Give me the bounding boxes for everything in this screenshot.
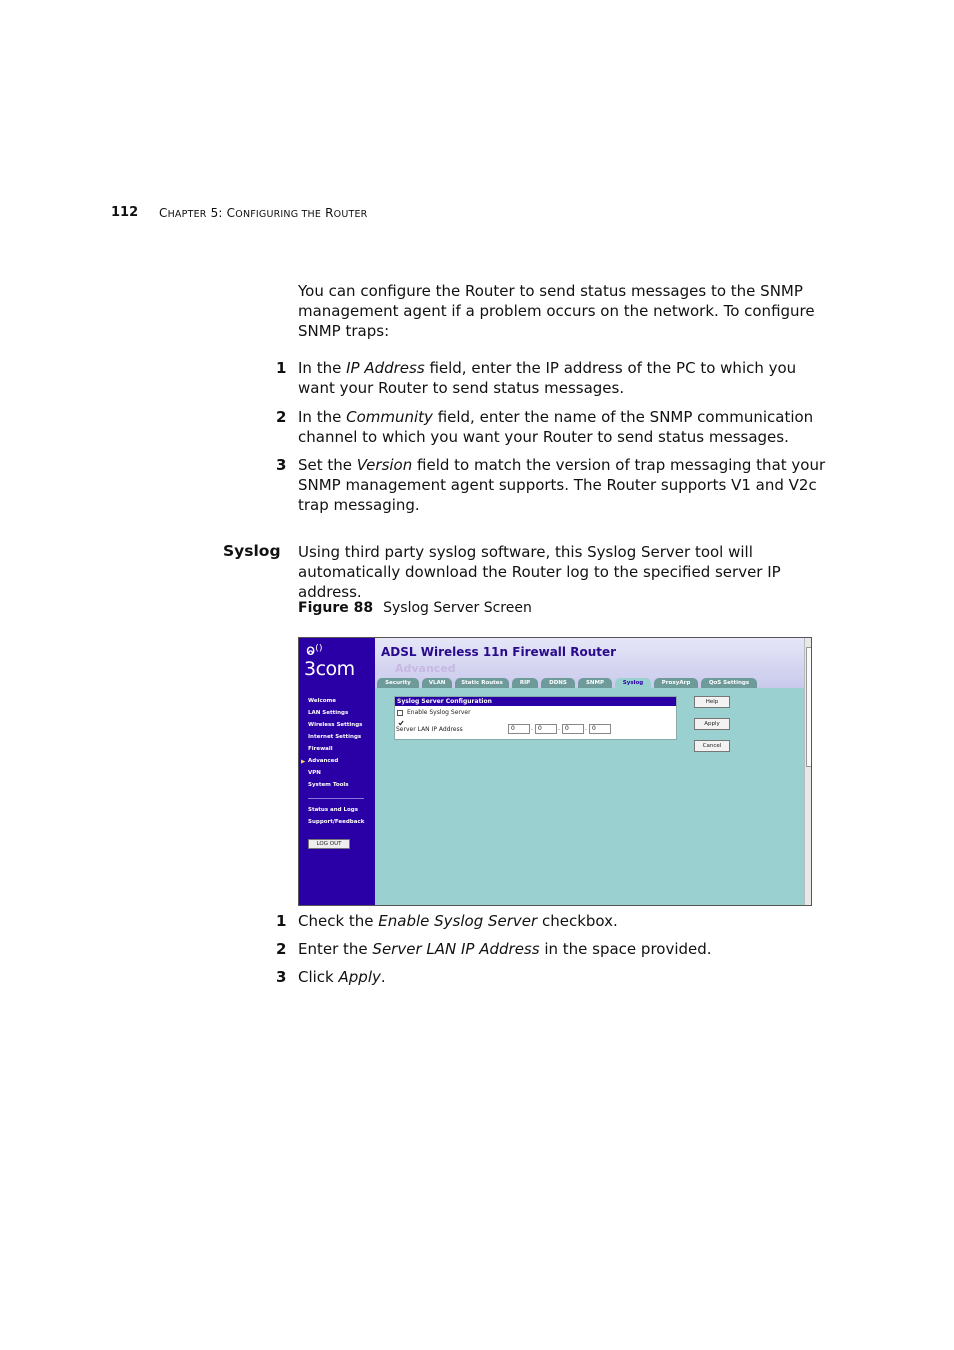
config-title: Syslog Server Configuration (395, 697, 676, 706)
syslog-step: Enter the Server LAN IP Address in the space provided. (298, 940, 712, 958)
chapter-header-r: R (321, 206, 334, 220)
figure-label: Figure 88 (298, 600, 374, 616)
sidebar-item-internet-settings[interactable]: Internet Settings (308, 734, 362, 740)
tab-security[interactable]: Security (377, 678, 419, 688)
ip-dot: . (558, 725, 560, 732)
chapter-header-c: C (159, 206, 168, 220)
snmp-step: Set the Version field to match the version of trap messaging that your SNMP management agent supports. The Router supports V1 and V2c trap messaging. (298, 456, 826, 514)
cancel-button[interactable]: Cancel (694, 740, 730, 752)
page-number: 112 (111, 205, 139, 220)
sidebar-item-advanced[interactable]: Advanced (308, 758, 339, 764)
syslog-paragraph: Using third party syslog software, this Syslog Server tool will automatically download the Router log to the specified server IP address. (298, 543, 781, 601)
nav-divider (308, 798, 364, 799)
scrollbar[interactable] (804, 638, 812, 906)
step-number: 1 (276, 359, 287, 377)
step-number: 1 (276, 912, 287, 930)
syslog-config-panel (394, 696, 677, 740)
tab-rip[interactable]: RIP (512, 678, 538, 688)
intro-paragraph: You can configure the Router to send status messages to the SNMP management agent if a problem occurs on the network. To configure SNMP traps: (298, 282, 815, 340)
sidebar-item-wireless-settings[interactable]: Wireless Settings (308, 722, 363, 728)
app-title: ADSL Wireless 11n Firewall Router (381, 645, 617, 659)
step-number: 3 (276, 456, 287, 474)
snmp-step: In the Community field, enter the name of the SNMP communication channel to which you want your Router to send status messages. (298, 408, 814, 446)
chapter-header-part: HAPTER (167, 209, 207, 220)
sidebar-item-status-and-logs[interactable]: Status and Logs (308, 807, 359, 813)
step-number: 2 (276, 408, 287, 426)
help-button[interactable]: Help (694, 696, 730, 708)
chapter-header-mid: 5: C (206, 206, 236, 220)
logo-icon: ⱺ⁽⁾ (306, 641, 323, 659)
enable-syslog-label: Enable Syslog Server (407, 709, 471, 716)
figure-title: Syslog Server Screen (383, 600, 532, 616)
tab-bar (375, 678, 805, 688)
syslog-step: Click Apply. (298, 968, 386, 986)
tab-static-routes[interactable]: Static Routes (455, 678, 509, 688)
server-ip-label: Server LAN IP Address (396, 726, 463, 733)
sidebar-item-support-feedback[interactable]: Support/Feedback (308, 819, 365, 825)
tab-qos-settings[interactable]: QoS Settings (701, 678, 757, 688)
ip-octet-4-input[interactable]: 0 (589, 724, 611, 734)
figure-caption (298, 600, 532, 616)
syslog-heading: Syslog (223, 542, 281, 560)
sidebar-item-vpn[interactable]: VPN (308, 770, 321, 776)
tab-ddns[interactable]: DDNS (541, 678, 575, 688)
tab-snmp[interactable]: SNMP (578, 678, 612, 688)
ip-octet-3-input[interactable]: 0 (562, 724, 584, 734)
chapter-header (159, 206, 367, 220)
ip-dot: . (585, 725, 587, 732)
enable-syslog-checkbox[interactable] (397, 710, 403, 716)
sidebar-item-system-tools[interactable]: System Tools (308, 782, 349, 788)
chapter-header-part: ONFIGURING THE (235, 209, 322, 220)
sidebar-item-welcome[interactable]: Welcome (308, 698, 336, 704)
scrollbar-thumb[interactable] (806, 647, 812, 767)
ip-octet-2-input[interactable]: 0 (535, 724, 557, 734)
syslog-screenshot (298, 637, 812, 906)
sidebar-item-firewall[interactable]: Firewall (308, 746, 333, 752)
chapter-header-part: OUTER (333, 209, 368, 220)
tab-vlan[interactable]: VLAN (422, 678, 452, 688)
syslog-step: Check the Enable Syslog Server checkbox. (298, 912, 618, 930)
ip-octet-1-input[interactable]: 0 (508, 724, 530, 734)
snmp-step: In the IP Address field, enter the IP address of the PC to which you want your Router to send status messages. (298, 359, 797, 397)
active-arrow-icon: ▶ (301, 759, 306, 765)
step-number: 3 (276, 968, 287, 986)
app-subtitle: Advanced (395, 662, 456, 675)
ip-dot: . (531, 725, 533, 732)
logout-button[interactable]: LOG OUT (308, 839, 350, 849)
tab-proxyarp[interactable]: ProxyArp (654, 678, 698, 688)
tab-syslog[interactable]: Syslog (615, 678, 651, 688)
step-number: 2 (276, 940, 287, 958)
apply-button[interactable]: Apply (694, 718, 730, 730)
sidebar-item-lan-settings[interactable]: LAN Settings (308, 710, 349, 716)
brand-logo: 3com (304, 658, 355, 680)
